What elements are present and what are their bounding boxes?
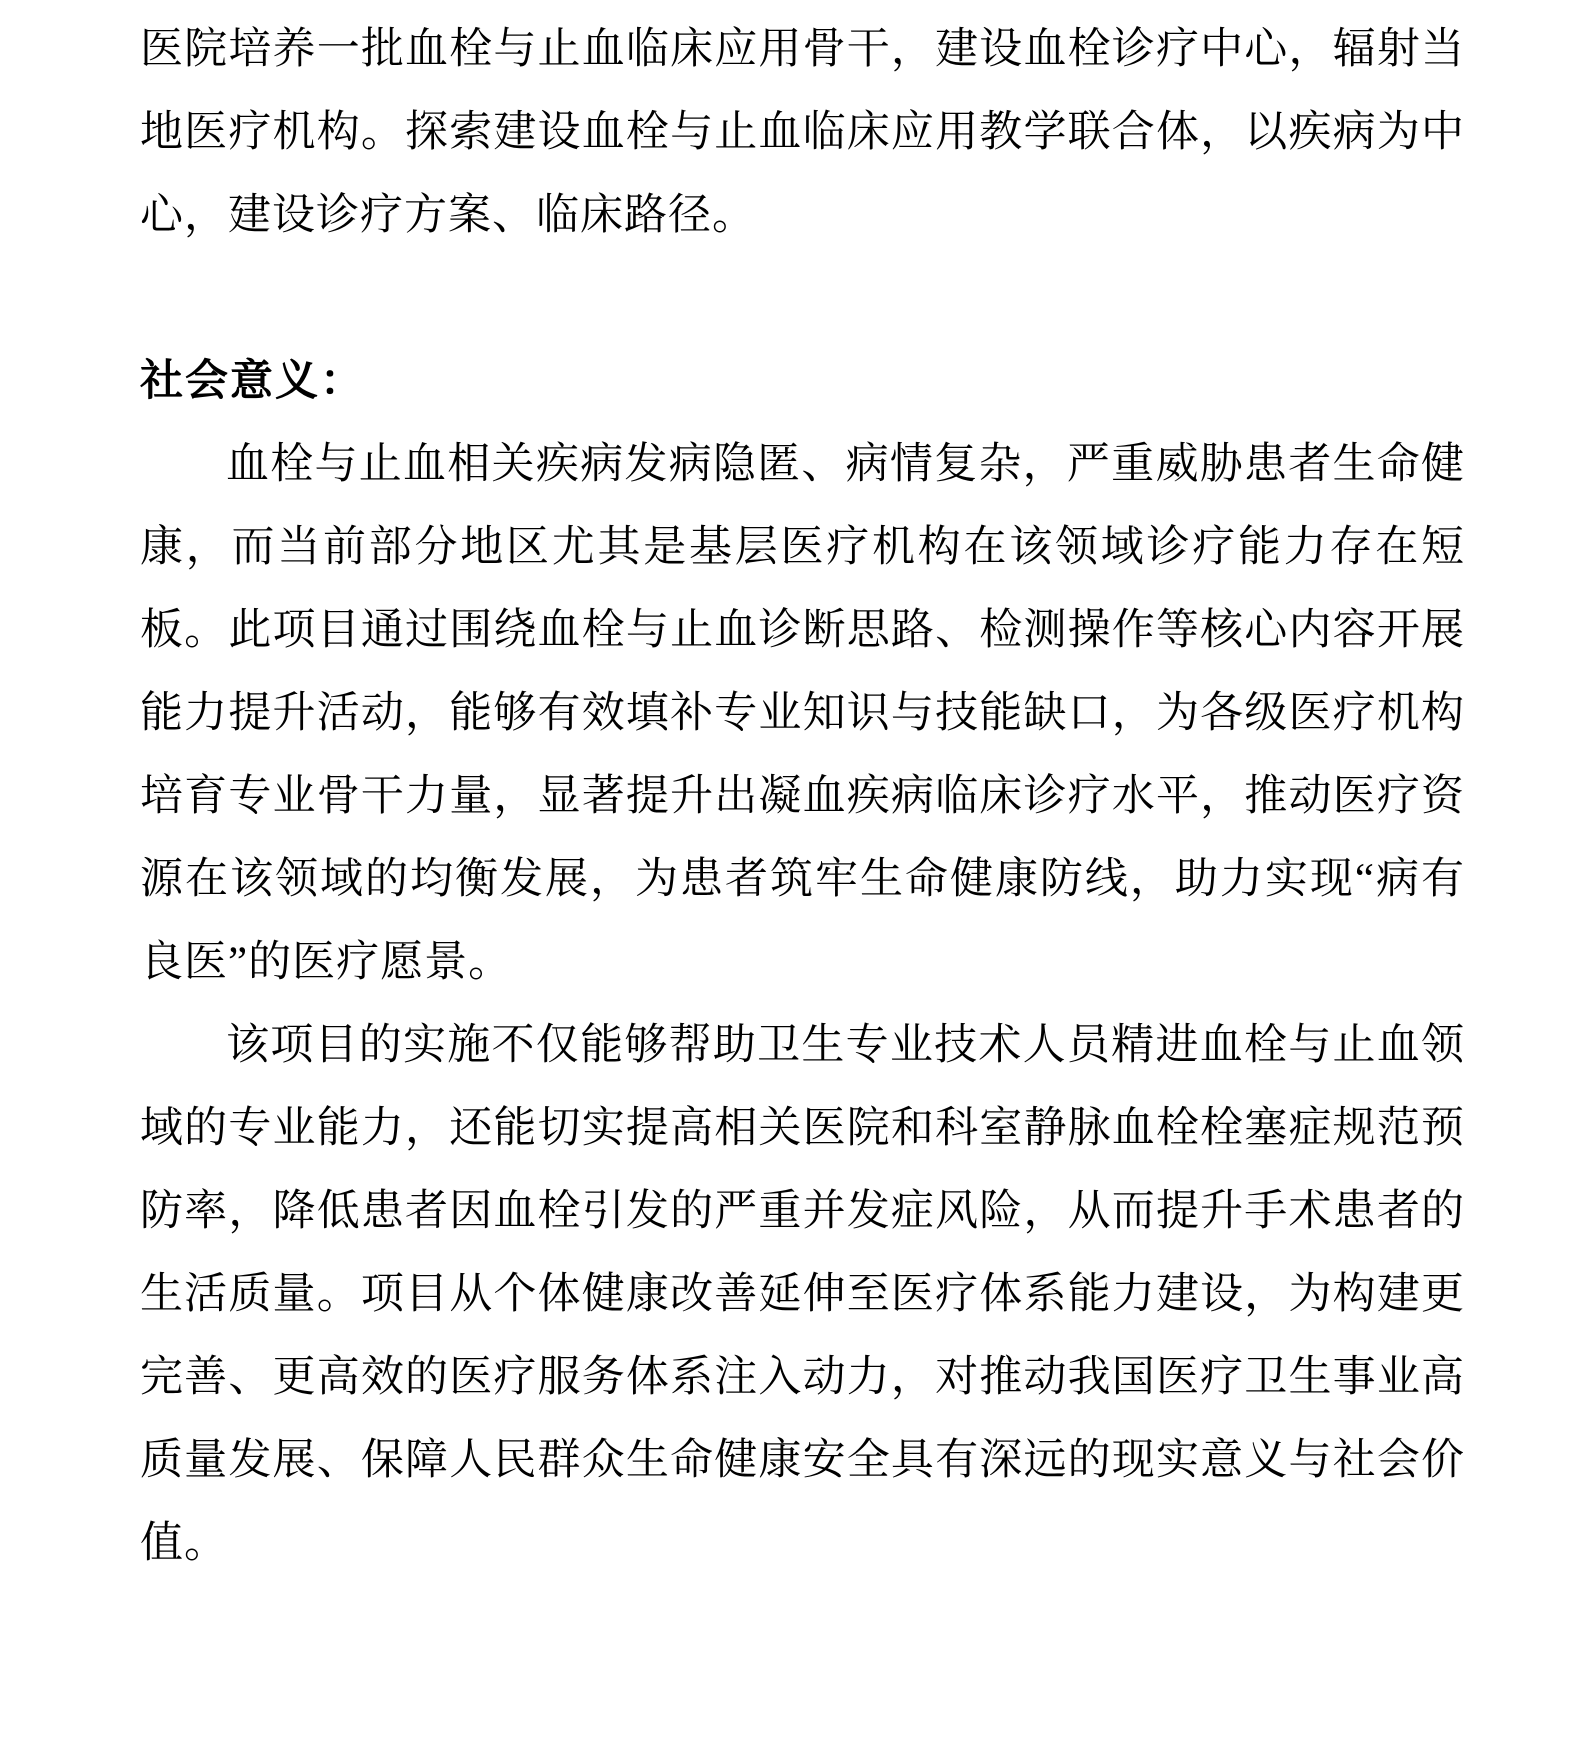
blank-line <box>140 257 1465 340</box>
paragraph-social-significance-2: 该项目的实施不仅能够帮助卫生专业技术人员精进血栓与止血领域的专业能力，还能切实提高相关医院和科室静脉血栓栓塞症规范预防率，降低患者因血栓引发的严重并发症风险，从而提升手术患者的生活质量。项目从个体健康改善延伸至医疗体系能力建设，为构建更完善、更高效的医疗服务体系注入动力，对推动我国医疗卫生事业高质量发展、保障人民群众生命健康安全具有深远的现实意义与社会价值。 <box>140 1022 1465 1567</box>
paragraph-continuation: 医院培养一批血栓与止血临床应用骨干，建设血栓诊疗中心，辐射当地医疗机构。探索建设血栓与止血临床应用教学联合体，以疾病为中心，建设诊疗方案、临床路径。 <box>140 26 1465 239</box>
paragraph-social-significance-1: 血栓与止血相关疾病发病隐匿、病情复杂，严重威胁患者生命健康，而当前部分地区尤其是基层医疗机构在该领域诊疗能力存在短板。此项目通过围绕血栓与止血诊断思路、检测操作等核心内容开展能力提升活动，能够有效填补专业知识与技能缺口，为各级医疗机构培育专业骨干力量，显著提升出凝血疾病临床诊疗水平，推动医疗资源在该领域的均衡发展，为患者筑牢生命健康防线，助力实现“病有良医”的医疗愿景。 <box>140 441 1465 986</box>
section-heading: 社会意义： <box>140 358 365 405</box>
